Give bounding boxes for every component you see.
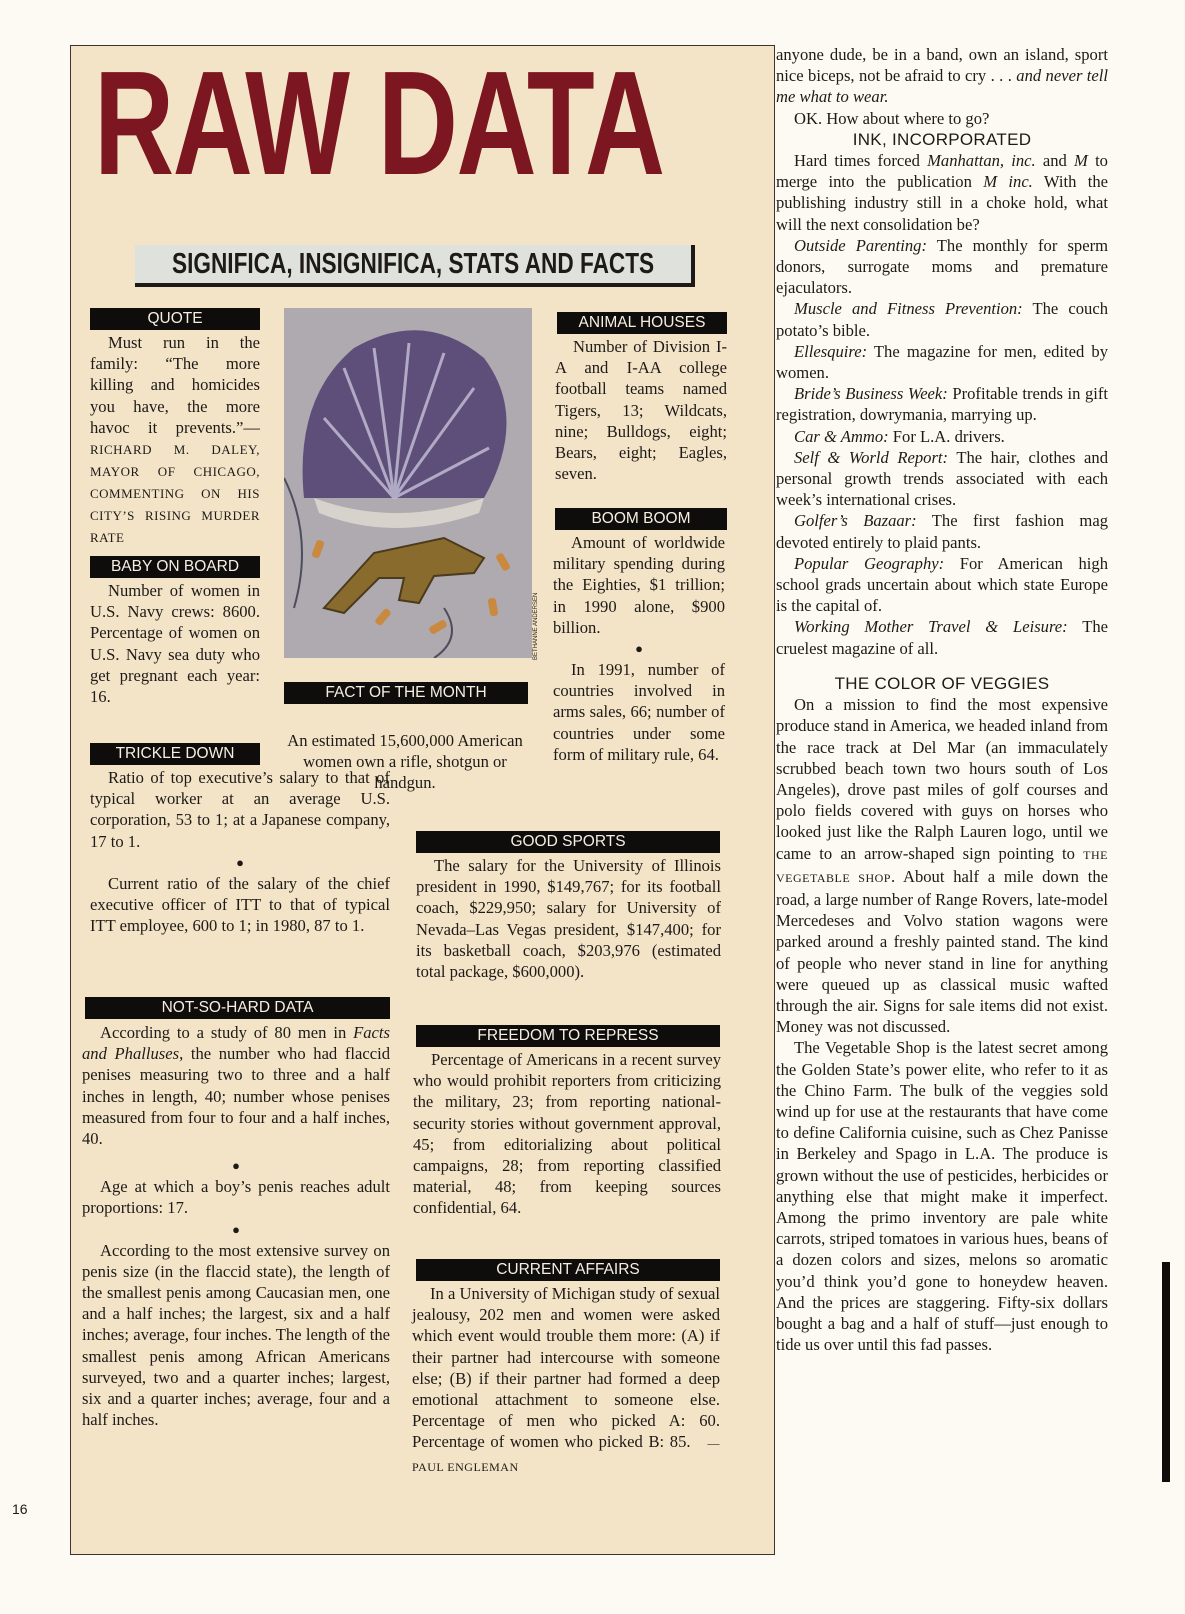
boom-body [553,532,725,765]
trickle-p2: Current ratio of the salary of the chief executive officer of ITT to that of typical ITT employee, 600 to 1; in 1980, 87 to 1. [90,873,390,936]
subtitle: SIGNIFICA, INSIGNIFICA, STATS AND FACTS [171,247,655,280]
quote-head: QUOTE [90,308,260,330]
baby-text: Number of women in U.S. Navy crews: 8600. Percentage of women on U.S. Navy sea duty who get pregnant each year: 16. [90,581,260,707]
veg-shop-name: THE VEGETABLE SHOP [776,847,1108,885]
notsohard-head: NOT-SO-HARD DATA [85,997,390,1019]
trickle-head: TRICKLE DOWN [90,743,260,765]
mag-title: Ellesquire: [794,341,868,361]
mag-text: Profitable trends in gift registration, dowrymania, marrying up. [776,384,1108,425]
quote-attribution: RICHARD M. DALEY, MAYOR OF CHICAGO, COMMENTING ON HIS CITY’S RISING MURDER RATE [90,442,260,546]
mag-title: Self & World Report: [794,447,949,467]
page-number: 16 [12,1501,28,1517]
mag-title: Car & Ammo: [794,426,889,446]
notsohard-p2: Age at which a boy’s penis reaches adult proportions: 17. [82,1177,390,1218]
mag-item [776,298,1108,340]
freedom-body [413,1049,721,1219]
freedom-head: FREEDOM TO REPRESS [416,1025,720,1047]
mag-title: Golfer’s Bazaar: [794,511,917,531]
mag-text: The couch potato’s bible. [776,299,1108,340]
mag-item [776,383,1108,425]
mag-text: The magazine for men, edited by women. [776,341,1108,383]
ink-head: INK, INCORPORATED [852,129,1032,149]
fact-text: An estimated 15,600,000 American women own a rifle, shotgun or handgun. [287,731,523,793]
current-head: CURRENT AFFAIRS [416,1259,720,1281]
mag-item [776,510,1108,552]
quote-text: Must run in the family: “The more killing and homicides you have, the more havoc it prevents.”— [90,333,260,437]
mag-text: For American high school grads uncertain about which state Europe is the capital of. [776,553,1108,616]
fact-body [282,730,528,794]
mag-item [776,616,1108,658]
book-title: Facts and Phalluses [82,1023,390,1064]
current-body [412,1283,720,1478]
veg-p1a: On a mission to find the most expensive produce stand in America, we headed inland from the race track at Del Mar (an immaculately scrubbed beach town two hours south of Los Angeles), drove past miles of golf courses and polo fields covered with guys on horses who looked just like the Ralph Lauren logo, until we came to an arrow-shaped sign pointing to [776,695,1108,863]
sports-head: GOOD SPORTS [416,831,720,853]
ink-p1c: to merge into the publication [776,151,1108,192]
ink-p1b: and [1035,151,1075,171]
mag-text: The hair, clothes and personal growth trends associated with each week’s international crises. [776,447,1108,510]
boom-p2: In 1991, number of countries involved in arms sales, 66; number of countries under some form of military rule, 64. [553,660,725,764]
mag-item [776,553,1108,617]
quote-body [90,332,260,548]
sports-body [416,855,721,982]
boom-p1: Amount of worldwide military spending during the Eighties, $1 trillion; in 1990 alone, $900 billion. [553,533,725,637]
mag-text: For L.A. drivers. [888,426,1005,446]
veg-p1b: . About half a mile down the road, a large number of Range Rovers, late-model Mercedeses and Volvo station wagons were parked around a freshly painted stand. The kind of people who never stand in line for anything were queued up as classical music wafted through the air. Signs for sale items did not exist. Money was not discussed. [776,866,1108,1037]
animal-text: Number of Division I-A and I-AA college football teams named Tigers, 13; Wildcats, nine; Bulldogs, eight; Bears, eight; Eagles, seven. [555,337,727,484]
intro-c: OK. How about where to go? [794,108,990,128]
current-text: In a University of Michigan study of sexual jealousy, 202 men and women were asked which event would trouble them more: (A) if their partner had intercourse with someone else; (B) if their partner had formed a deep emotional attachment to someone else. Percentage of men who picked A: 60. Percentage of women who picked B: 85. [412,1284,720,1452]
veg-head: THE COLOR OF VEGGIES [834,673,1050,693]
fact-head: FACT OF THE MONTH [284,682,528,704]
veg-p2: The Vegetable Shop is the latest secret among the Golden State’s power elite, who refer to it as the Chino Farm. The bulk of the veggies sold wind up for use at the restaurants that have come to define California cuisine, such as Chez Panisse in Berkeley and Spago in L.A. The produce is grown without the use of pesticides, herbicides or anything else that might make it imperfect. Among the primo inventory are pale white carrots, striped tomatoes in various hues, beans of a dozen colors and sizes, melons so aromatic you’d think you’d gone to honeydew heaven. And the prices are staggering. Fifty-six dollars bought a bag and a half of stuff—just enough to tide us over until this fad passes. [776,1038,1108,1355]
mag-item [776,341,1108,383]
animal-head: ANIMAL HOUSES [557,312,727,334]
ink-title-2: M [1074,151,1088,171]
mag-title: Muscle and Fitness Prevention: [794,299,1023,319]
ink-p1d: With the publishing industry still in a choke hold, what will the next consolidation be? [776,172,1108,234]
subtitle-box [135,245,695,287]
mag-item [776,235,1108,299]
gun-in-shell-illustration [284,308,532,658]
bullet: ● [635,641,643,657]
notsohard-body [82,1022,390,1430]
mag-text: The monthly for sperm donors, surrogate moms and premature ejaculators. [776,235,1109,298]
bullet: ● [236,854,244,870]
edge-bar [1162,1262,1170,1482]
boom-head: BOOM BOOM [555,508,727,530]
mag-title: Popular Geography: [794,553,945,573]
mag-item [776,426,1108,447]
bullet: ● [232,1221,240,1237]
freedom-text: Percentage of Americans in a recent survey who would prohibit reporters from criticizing the military, 23; from reporting national-security stories without government approval, 45; from editorializing about political campaigns, 28; from reporting classified material, 48; from keeping sources confidential, 64. [413,1050,721,1218]
mag-title: Outside Parenting: [794,235,927,255]
notsohard-p1a: According to a study of 80 men in [100,1023,354,1042]
trickle-p1: Ratio of top executive’s salary to that of typical worker at an average U.S. corporation, 53 to 1; at a Japanese company, 17 to 1. [90,768,390,851]
intro-a: anyone dude, be in a band, own an island, sport nice biceps, not be afraid to cry . . . [776,45,1108,86]
art-credit-wrap [533,560,545,660]
ink-title-3: M inc. [983,172,1033,192]
mag-text: The cruelest magazine of all. [776,617,1108,658]
right-column [776,44,1108,1355]
mag-item [776,447,1108,511]
ink-title-1: Manhattan, inc. [927,151,1036,171]
masthead: RAW DATA [94,41,664,206]
baby-head: BABY ON BOARD [90,556,260,578]
notsohard-p3: According to the most extensive survey on penis size (in the flaccid state), the length of the smallest penis among Caucasian men, one and a half inches; the largest, six and a half inches; average, four inches. The length of the smallest penis among African Americans surveyed, two and a quarter inches; largest, six and a quarter inches; average, four and a half inches. [82,1240,390,1430]
animal-body [555,336,727,484]
mag-title: Bride’s Business Week: [794,384,948,404]
mag-title: Working Mother Travel & Leisure: [794,617,1068,637]
bullet: ● [232,1158,240,1174]
mag-text: The first fashion mag devoted entirely to plaid pants. [776,511,1108,552]
art-credit: BETHANNE ANDERSEN [533,592,539,660]
ink-p1a: Hard times forced [794,151,928,171]
intro-b: and never tell me what to wear. [776,66,1108,107]
sports-text: The salary for the University of Illinois president in 1990, $149,767; for its football coach, $229,950; salary for University of Nevada–Las Vegas president, $147,400; for its basketball coach, $203,976 (estimated total package, $600,000). [416,856,721,982]
baby-body [90,580,260,707]
notsohard-p1b: , the number who had flaccid penises measuring two to three and a half inches in length, 40; number whose penises measured from four to four and a half inches, 40. [82,1044,390,1149]
current-credit: —PAUL ENGLEMAN [412,1436,720,1474]
